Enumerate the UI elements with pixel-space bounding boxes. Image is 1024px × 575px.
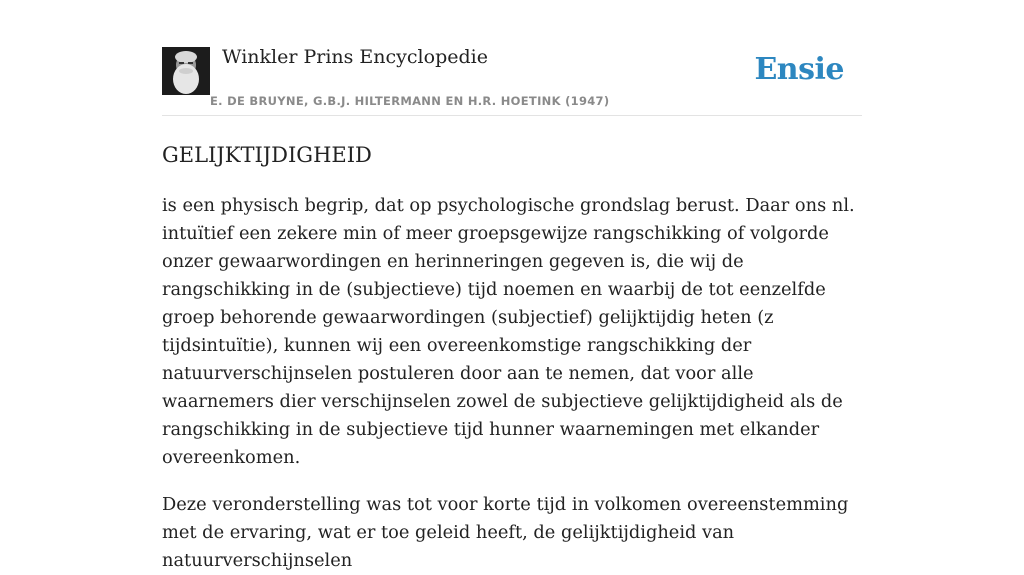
article-title: GELIJKTIJDIGHEID: [162, 143, 372, 167]
brand-logo[interactable]: Ensie: [754, 52, 844, 87]
article-paragraph: is een physisch begrip, dat op psychologische grondslag berust. Daar ons nl. intuïtief een zekere min of meer groepsgewijze rangschikking of volgorde onzer gewaarwordingen en herinneringen gegeven is, die wij de rangschikking in de (subjectieve) tijd noemen en waarbij de tot eenzelfde groep behorende gewaarwordingen (subjectief) gelijktijdig heten (z tijdsintuïtie), kunnen wij een overeenkomstige rangschikking der natuurverschijnselen postuleren door aan te nemen, dat voor alle waarnemers dier verschijnselen zowel de subjectieve gelijktijdigheid als de rangschikking in de subjectieve tijd hunner waarnemingen met elkander overeenkomen.: [162, 195, 855, 468]
source-title[interactable]: Winkler Prins Encyclopedie: [222, 46, 488, 68]
source-authors: E. DE BRUYNE, G.B.J. HILTERMANN EN H.R. HOETINK (1947): [210, 94, 610, 108]
source-header: [162, 0, 862, 116]
article: [162, 140, 862, 575]
avatar[interactable]: [162, 47, 210, 95]
bearded-man-portrait-icon: [162, 47, 210, 95]
article-paragraph: Deze veronderstelling was tot voor korte tijd in volkomen overeenstemming met de ervaring, wat er toe geleid heeft, de gelijktijdigheid van natuurverschijnselen: [162, 494, 849, 571]
article-body: [162, 192, 862, 575]
